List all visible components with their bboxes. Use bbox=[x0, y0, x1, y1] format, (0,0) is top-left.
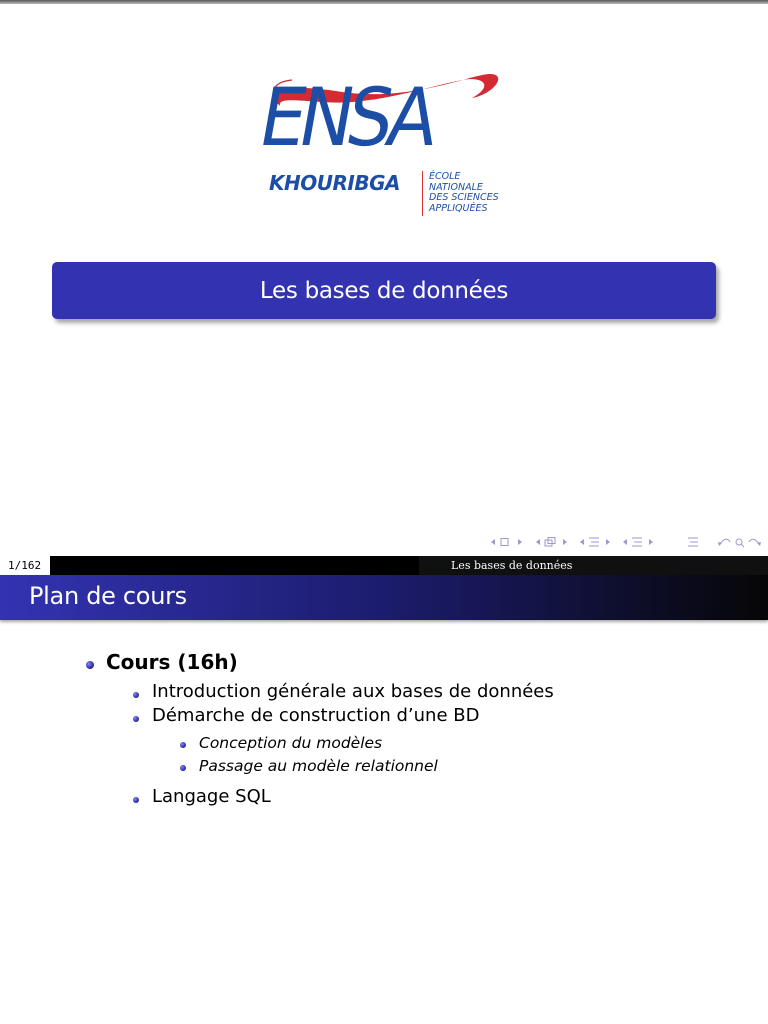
nav-align-icon[interactable] bbox=[688, 538, 698, 546]
bullet-icon bbox=[180, 765, 186, 771]
logo-city: KHOURIBGA bbox=[269, 171, 400, 195]
navigation-bar bbox=[488, 534, 764, 550]
list-item: Langage SQL bbox=[152, 786, 271, 807]
nav-next-section-icon[interactable] bbox=[623, 538, 653, 546]
logo-subtitle-line: APPLIQUÉES bbox=[429, 202, 488, 214]
logo-subtitle bbox=[429, 172, 514, 214]
title-slide bbox=[0, 4, 768, 556]
frame-header bbox=[0, 575, 768, 620]
title-box bbox=[52, 262, 716, 319]
nav-prev-frame-icon[interactable] bbox=[491, 539, 522, 546]
footer-strip bbox=[0, 556, 768, 575]
footer-title: Les bases de données bbox=[419, 556, 768, 575]
outline-heading: Cours (16h) bbox=[106, 650, 238, 674]
list-item: Introduction générale aux bases de données bbox=[152, 681, 554, 702]
nav-search-icon[interactable] bbox=[718, 539, 761, 547]
sub-list-item: Passage au modèle relationnel bbox=[199, 757, 438, 775]
bullet-icon bbox=[180, 742, 186, 748]
nav-prev-subsection-icon[interactable] bbox=[536, 538, 567, 547]
logo-separator bbox=[422, 171, 423, 216]
page-number: 1/162 bbox=[0, 556, 50, 575]
list-item: Démarche de construction d’une BD bbox=[152, 705, 480, 726]
bullet-icon bbox=[86, 661, 94, 669]
bullet-icon bbox=[133, 797, 139, 803]
logo-subtitle-line: DES SCIENCES bbox=[429, 192, 499, 203]
ensa-logo bbox=[252, 66, 514, 220]
presentation-title: Les bases de données bbox=[259, 277, 509, 304]
nav-prev-section-icon[interactable] bbox=[580, 538, 610, 546]
logo-subtitle-line: ÉCOLE bbox=[429, 171, 461, 182]
footer-left bbox=[50, 556, 419, 575]
logo-subtitle-line: NATIONALE bbox=[429, 181, 483, 193]
sub-list-item: Conception du modèles bbox=[199, 734, 383, 752]
bullet-icon bbox=[133, 716, 139, 722]
frame-title: Plan de cours bbox=[29, 582, 187, 610]
logo-wordmark: ENSA bbox=[252, 71, 440, 164]
bullet-icon bbox=[133, 692, 139, 698]
